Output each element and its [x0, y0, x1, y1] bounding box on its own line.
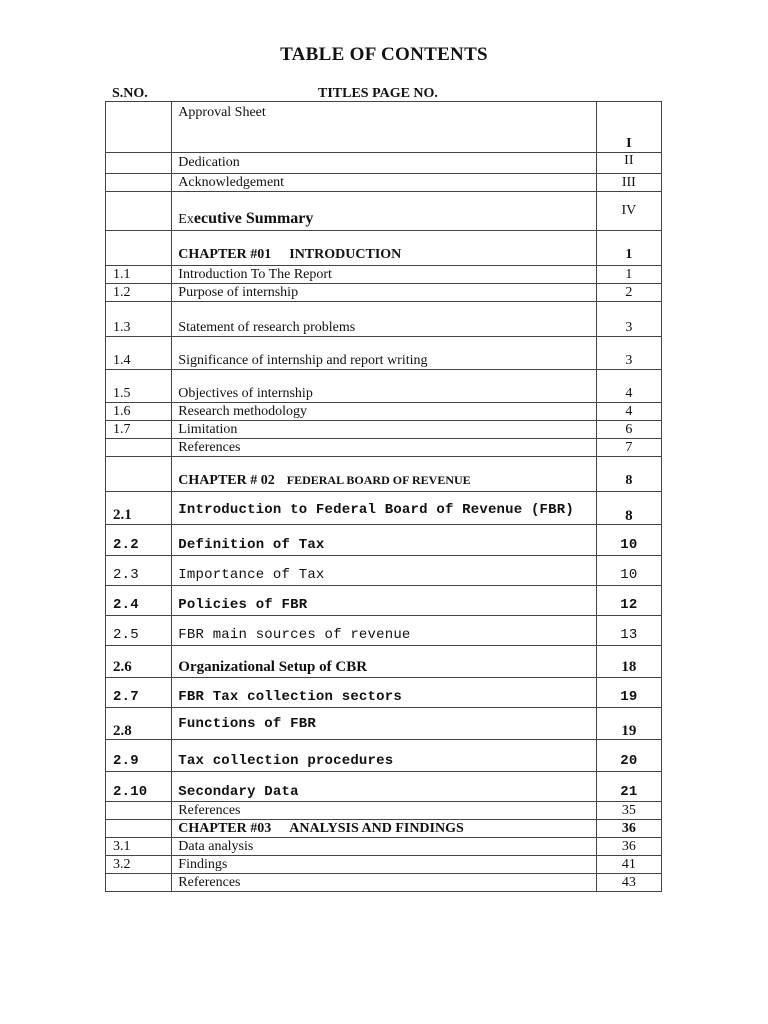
- table-row: [106, 403, 662, 421]
- table-row: [106, 153, 662, 174]
- row-number: [106, 457, 172, 492]
- row-title: Importance of Tax: [172, 556, 596, 586]
- row-title: [172, 192, 596, 231]
- row-page: 43: [596, 874, 661, 892]
- row-title: Approval Sheet: [172, 102, 596, 153]
- row-number: 2.1: [106, 492, 172, 525]
- table-row: [106, 646, 662, 678]
- row-number: [106, 231, 172, 266]
- row-number: [106, 802, 172, 820]
- row-title: Statement of research problems: [172, 302, 596, 337]
- row-page: III: [596, 174, 661, 192]
- row-page: I: [596, 102, 661, 153]
- row-number: 2.4: [106, 586, 172, 616]
- table-row: [106, 457, 662, 492]
- row-number: 1.7: [106, 421, 172, 439]
- row-page: 20: [596, 740, 661, 772]
- row-number: [106, 820, 172, 838]
- row-page: 1: [596, 266, 661, 284]
- chapter-number: CHAPTER #01: [178, 247, 272, 262]
- table-row: [106, 820, 662, 838]
- row-number: 3.2: [106, 856, 172, 874]
- row-number: 1.2: [106, 284, 172, 302]
- row-number: 1.1: [106, 266, 172, 284]
- row-title: FBR Tax collection sectors: [172, 678, 596, 708]
- row-page: 4: [596, 403, 661, 421]
- row-page: 18: [596, 646, 661, 678]
- row-title-prefix: Ex: [178, 212, 194, 227]
- row-number: [106, 192, 172, 231]
- row-page: 10: [596, 556, 661, 586]
- table-row: [106, 874, 662, 892]
- row-title: Secondary Data: [172, 772, 596, 802]
- table-row: [106, 231, 662, 266]
- table-row: [106, 586, 662, 616]
- row-page: 12: [596, 586, 661, 616]
- row-number: [106, 174, 172, 192]
- table-row: [106, 337, 662, 370]
- row-title-rest: ecutive Summary: [193, 210, 314, 227]
- row-page: 8: [596, 492, 661, 525]
- row-number: 2.3: [106, 556, 172, 586]
- table-row: [106, 421, 662, 439]
- row-page: 19: [596, 678, 661, 708]
- chapter-heading: [172, 457, 596, 492]
- table-row: [106, 678, 662, 708]
- table-row: [106, 802, 662, 820]
- table-row: [106, 616, 662, 646]
- row-page: IV: [596, 192, 661, 231]
- column-header-titles: TITLES PAGE NO.: [318, 86, 438, 101]
- row-number: 2.7: [106, 678, 172, 708]
- row-title: Tax collection procedures: [172, 740, 596, 772]
- row-number: 2.6: [106, 646, 172, 678]
- row-number: 1.4: [106, 337, 172, 370]
- row-title: Findings: [172, 856, 596, 874]
- row-page: 3: [596, 337, 661, 370]
- row-title: Functions of FBR: [172, 708, 596, 740]
- table-row: [106, 174, 662, 192]
- chapter-name: ANALYSIS AND FINDINGS: [289, 821, 464, 836]
- row-title: Objectives of internship: [172, 370, 596, 403]
- row-number: 2.10: [106, 772, 172, 802]
- row-title: Definition of Tax: [172, 525, 596, 556]
- table-row: [106, 192, 662, 231]
- table-row: [106, 708, 662, 740]
- row-title: Research methodology: [172, 403, 596, 421]
- row-page: 3: [596, 302, 661, 337]
- row-title: Data analysis: [172, 838, 596, 856]
- row-page: 6: [596, 421, 661, 439]
- chapter-heading: [172, 820, 596, 838]
- row-title: References: [172, 874, 596, 892]
- table-row: [106, 266, 662, 284]
- row-title: Dedication: [172, 153, 596, 174]
- table-row: [106, 740, 662, 772]
- contents-table: [105, 101, 662, 892]
- row-number: 2.8: [106, 708, 172, 740]
- row-number: 2.2: [106, 525, 172, 556]
- row-page: II: [596, 153, 661, 174]
- chapter-number: CHAPTER #03: [178, 821, 272, 836]
- table-row: [106, 492, 662, 525]
- row-page: 19: [596, 708, 661, 740]
- table-row: [106, 838, 662, 856]
- row-page: 2: [596, 284, 661, 302]
- table-row: [106, 556, 662, 586]
- row-page: 36: [596, 838, 661, 856]
- row-number: [106, 439, 172, 457]
- table-row: [106, 102, 662, 153]
- table-row: [106, 284, 662, 302]
- row-number: 2.9: [106, 740, 172, 772]
- row-title: Introduction To The Report: [172, 266, 596, 284]
- row-page: 7: [596, 439, 661, 457]
- row-title: Acknowledgement: [172, 174, 596, 192]
- table-row: [106, 856, 662, 874]
- row-number: 2.5: [106, 616, 172, 646]
- row-page: 35: [596, 802, 661, 820]
- page-title: TABLE OF CONTENTS: [280, 44, 488, 65]
- chapter-number: CHAPTER # 02: [178, 473, 275, 488]
- table-row: [106, 772, 662, 802]
- row-page: 4: [596, 370, 661, 403]
- row-page: 36: [596, 820, 661, 838]
- row-number: [106, 153, 172, 174]
- row-number: 1.5: [106, 370, 172, 403]
- row-page: 1: [596, 231, 661, 266]
- row-number: [106, 102, 172, 153]
- row-title: Limitation: [172, 421, 596, 439]
- row-page: 21: [596, 772, 661, 802]
- table-row: [106, 370, 662, 403]
- row-page: 8: [596, 457, 661, 492]
- row-title: Significance of internship and report writing: [172, 337, 596, 370]
- row-title: Introduction to Federal Board of Revenue (FBR): [172, 492, 596, 525]
- row-number: 1.3: [106, 302, 172, 337]
- row-page: 41: [596, 856, 661, 874]
- row-number: [106, 874, 172, 892]
- row-title: FBR main sources of revenue: [172, 616, 596, 646]
- row-number: 1.6: [106, 403, 172, 421]
- row-title: References: [172, 439, 596, 457]
- table-row: [106, 439, 662, 457]
- chapter-name: INTRODUCTION: [289, 247, 402, 262]
- chapter-name: FEDERAL BOARD OF REVENUE: [286, 473, 471, 487]
- row-title: Organizational Setup of CBR: [172, 646, 596, 678]
- row-title: References: [172, 802, 596, 820]
- chapter-heading: [172, 231, 596, 266]
- table-row: [106, 302, 662, 337]
- row-title: Purpose of internship: [172, 284, 596, 302]
- row-number: 3.1: [106, 838, 172, 856]
- row-page: 13: [596, 616, 661, 646]
- column-header-sno: S.NO.: [112, 86, 148, 101]
- table-row: [106, 525, 662, 556]
- row-page: 10: [596, 525, 661, 556]
- row-title: Policies of FBR: [172, 586, 596, 616]
